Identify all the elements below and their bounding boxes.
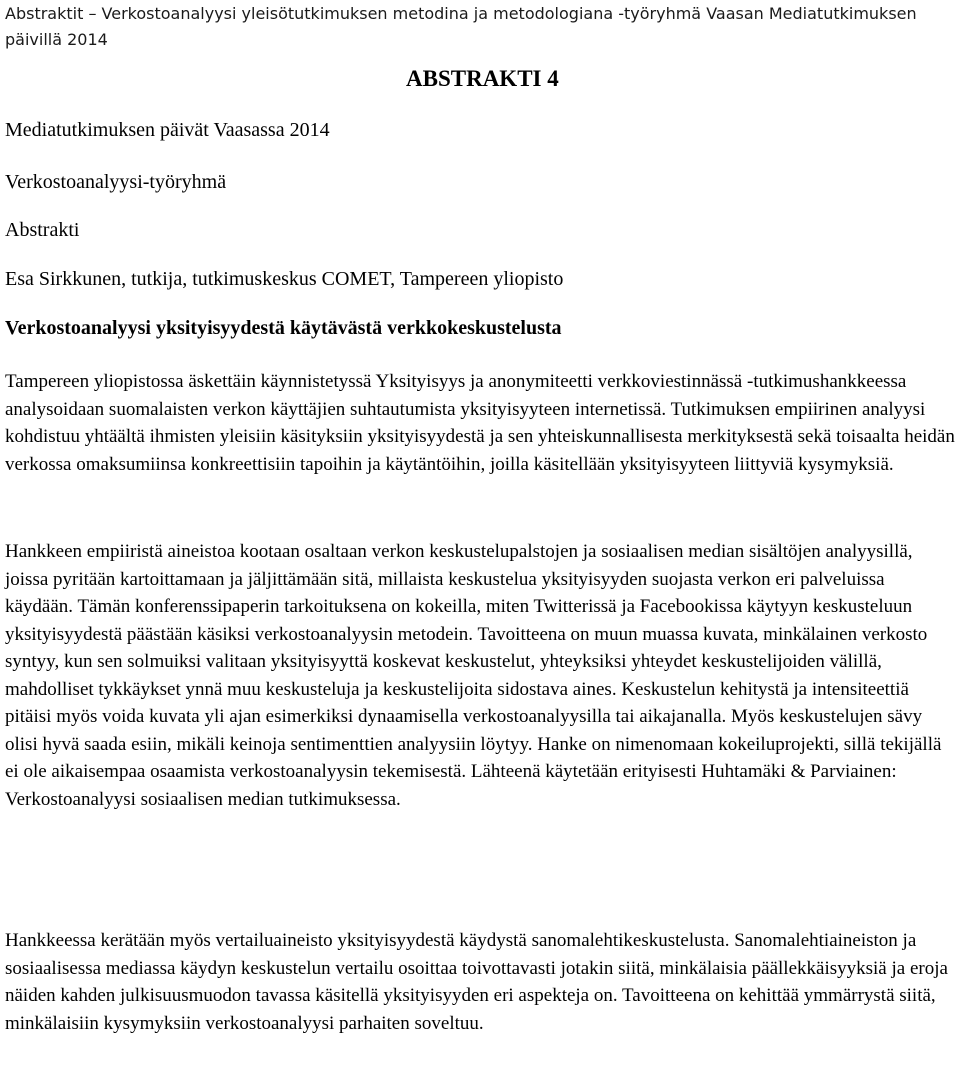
document-header: Abstraktit – Verkostoanalyysi yleisötutkimuksen metodina ja metodologiana -työryhmä Vaasan Mediatutkimuksen päivillä 2014 [5, 4, 917, 49]
abstract-label: Abstrakti [5, 219, 80, 241]
paragraph-2: Hankkeen empiiristä aineistoa kootaan osaltaan verkon keskustelupalstojen ja sosiaalisen median sisältöjen analyysillä, joissa pyritään kartoittamaan ja jäljittämään sitä, millaista keskustelua yksityisyyden suojasta verkon eri palveluissa käydään. Tämän konferenssipaperin tarkoituksena on kokeilla, miten Twitterissä ja Facebookissa käytyyn keskusteluun yksityisyydestä päästään käsiksi verkostoanalyysin metodein. Tavoitteena on muun muassa kuvata, minkälainen verkosto syntyy, kun sen solmuiksi valitaan yksityisyyttä koskevat keskustelut, yhteyksiksi yhteydet keskustelijoiden välillä, mahdolliset tykkäykset ynnä muu keskusteluja ja keskustelijoita sidostava aines. Keskustelun kehitystä ja intensiteettiä pitäisi myös voida kuvata yli ajan esimerkiksi dynaamisella verkostoanalyysilla tai aikajanalla. Myös keskustelujen sävy olisi hyvä saada esiin, mikäli keinoja sentimenttien analyysiin löytyy. Hanke on nimenomaan kokeiluprojekti, sillä tekijällä ei ole aikaisempaa osaamista verkostoanalyysin tekemisestä. Lähteenä käytetään erityisesti Huhtamäki & Parviainen: Verkostoanalyysi sosiaalisen median tutkimuksessa. [5, 541, 942, 810]
paragraph-3: Hankkeessa kerätään myös vertailuaineisto yksityisyydestä käydystä sanomalehtikeskustelusta. Sanomalehtiaineiston ja sosiaalisessa mediassa käydyn keskustelun vertailu osoittaa toivottavasti jotakin siitä, minkälaisia päällekkäisyyksiä ja eroja näiden kahden julkisuusmuodon tavassa käsitellä yksityisyyden eri aspekteja on. Tavoitteena on kehittää ymmärrystä siitä, minkälaisiin kysymyksiin verkostoanalyysi parhaiten soveltuu. [5, 930, 948, 1034]
abstract-title: Verkostoanalyysi yksityisyydestä käytävästä verkkokeskustelusta [5, 317, 562, 339]
abstract-number-heading: ABSTRAKTI 4 [406, 66, 559, 91]
author-line: Esa Sirkkunen, tutkija, tutkimuskeskus COMET, Tampereen yliopisto [5, 268, 564, 290]
event-line: Mediatutkimuksen päivät Vaasassa 2014 [5, 119, 330, 141]
working-group-line: Verkostoanalyysi-työryhmä [5, 171, 227, 193]
paragraph-1: Tampereen yliopistossa äskettäin käynnistetyssä Yksityisyys ja anonymiteetti verkkoviestinnässä -tutkimushankkeessa analysoidaan suomalaisten verkon käyttäjien suhtautumista yksityisyyteen internetissä. Tutkimuksen empiirinen analyysi kohdistuu yhtäältä ihmisten yleisiin käsityksiin yksityisyydestä ja sen yhteiskunnallisesta merkityksestä sekä toisaalta heidän verkossa omaksumiinsa konkreettisiin tapoihin ja käytäntöihin, joilla käsitellään yksityisyyteen liittyviä kysymyksiä. [5, 371, 955, 475]
